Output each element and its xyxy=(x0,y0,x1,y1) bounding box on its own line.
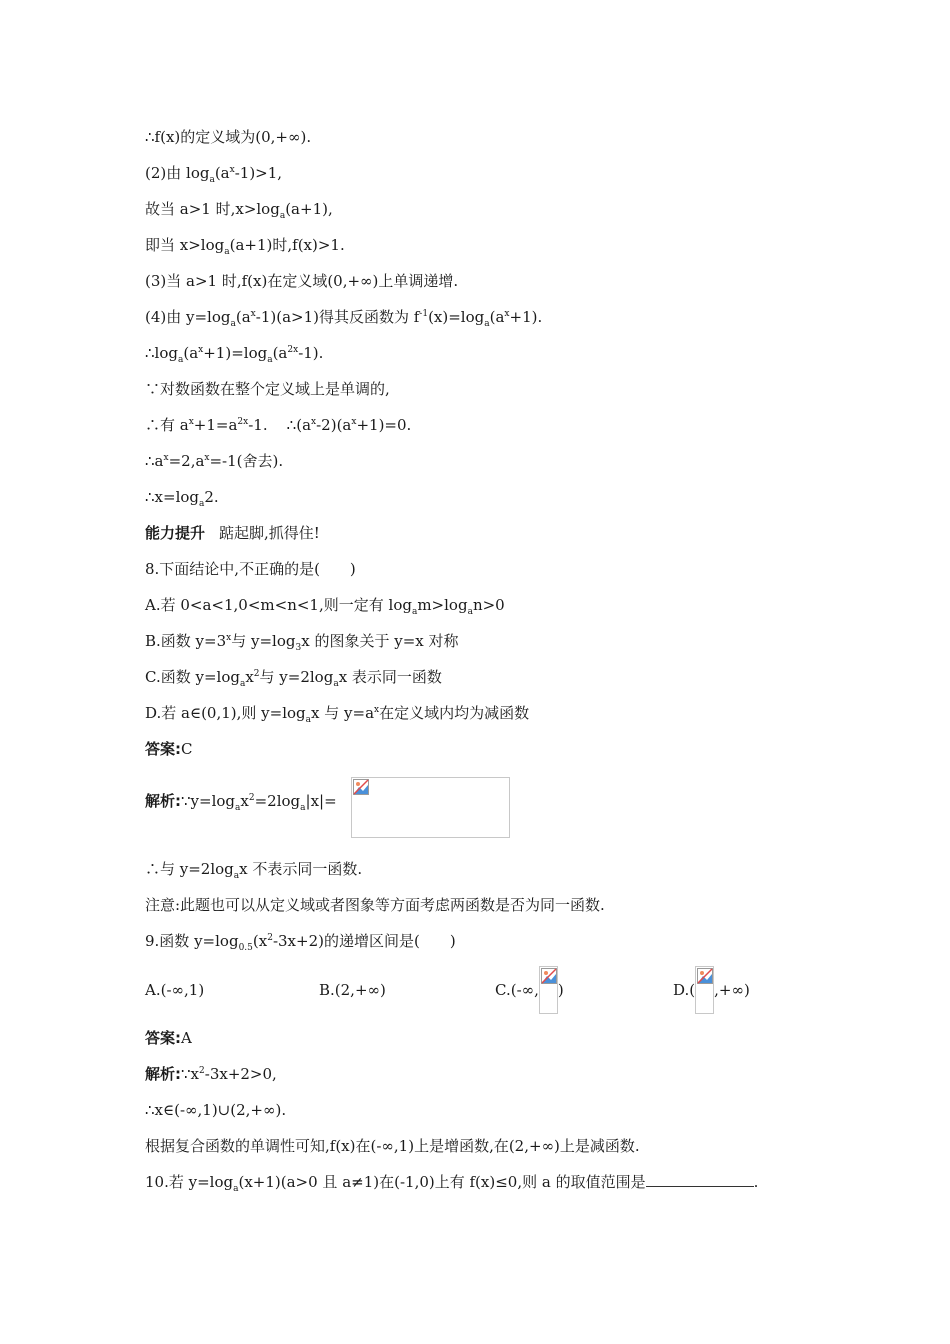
solution-line-5 xyxy=(145,271,458,291)
text-run: 与 y=2log xyxy=(259,668,334,686)
text-run: a xyxy=(305,715,312,725)
text-run: =2log xyxy=(254,792,301,810)
text-run: a xyxy=(209,175,215,185)
question-9-option-c xyxy=(495,980,564,1028)
text-run: m>log xyxy=(417,596,468,614)
explanation-9 xyxy=(145,1064,277,1084)
text-run: A.若 0<a<1,0<m<n<1,则一定有 log xyxy=(145,596,412,614)
solution-line-10 xyxy=(145,451,283,471)
text-run: x 不表示同一函数. xyxy=(239,860,363,878)
text-run: a xyxy=(224,247,230,257)
text-run: a xyxy=(333,679,339,689)
question-8 xyxy=(145,559,356,579)
text-run: ) xyxy=(557,981,564,999)
note-line xyxy=(145,895,605,915)
text-run: x xyxy=(204,453,210,463)
text-run: ∴x=log xyxy=(145,488,200,506)
explanation-9-line-2 xyxy=(145,1100,286,1120)
text-run: +1)=log xyxy=(203,344,268,362)
text-run: -1). xyxy=(298,344,324,362)
text-run: B.函数 y=3 xyxy=(145,632,227,650)
solution-line-6 xyxy=(145,307,542,327)
text-run: ∴x∈(-∞,1)∪(2,+∞). xyxy=(145,1101,287,1119)
question-9-option-a xyxy=(145,980,204,1000)
text-run: ∴有 a xyxy=(145,416,189,434)
text-run: x xyxy=(229,165,235,175)
text-run: (x xyxy=(252,932,268,950)
question-8-option-c xyxy=(145,667,442,687)
solution-line-9 xyxy=(145,415,411,435)
text-run: x xyxy=(226,633,232,643)
text-run: +1)=0. xyxy=(356,416,412,434)
text-run: x xyxy=(245,668,254,686)
text-run: 2. xyxy=(204,488,219,506)
question-9-option-d xyxy=(673,980,750,1028)
text-run: a xyxy=(199,499,205,509)
text-run: (2)由 log xyxy=(145,164,210,182)
text-run: (a+1)时,f(x)>1. xyxy=(229,236,345,254)
text-run: x 表示同一函数 xyxy=(338,668,442,686)
text-run: (x)=log xyxy=(428,308,485,326)
question-8-option-b xyxy=(145,631,459,651)
text-run: 0.5 xyxy=(238,943,253,953)
text-run: x xyxy=(240,792,249,810)
text-run: -1 xyxy=(419,309,429,319)
text-run: -2)(a xyxy=(316,416,352,434)
text-run: a xyxy=(300,803,306,813)
text-run: 9.函数 y=log xyxy=(145,932,239,950)
text-run: (a xyxy=(214,164,230,182)
text-run: x xyxy=(504,309,510,319)
missing-fraction-image-d xyxy=(695,966,714,1014)
text-run: =-1(舍去). xyxy=(209,452,284,470)
text-run: 8.下面结论中,不正确的是( ) xyxy=(145,560,356,578)
text-run: x xyxy=(374,705,380,715)
text-run: 10.若 y=log xyxy=(145,1173,234,1191)
question-9 xyxy=(145,931,456,951)
text-run: +1=a xyxy=(193,416,238,434)
answer-blank[interactable] xyxy=(646,1172,754,1187)
text-run: B.(2,+∞) xyxy=(319,981,386,999)
broken-image-icon xyxy=(697,968,713,984)
text-run: a xyxy=(467,607,473,617)
text-run: x xyxy=(198,345,204,355)
text-run: (a xyxy=(272,344,288,362)
text-run: a xyxy=(233,1184,239,1194)
text-run: -3x+2>0, xyxy=(204,1065,277,1083)
answer-value: C xyxy=(181,740,193,758)
solution-line-7 xyxy=(145,343,323,363)
text-run: ∵y=log xyxy=(181,792,236,810)
text-run: . xyxy=(753,1173,759,1191)
missing-fraction-image-c xyxy=(539,966,558,1014)
text-run: D.若 a∈(0,1),则 y=log xyxy=(145,704,306,722)
question-10 xyxy=(145,1172,758,1192)
text-run: +1). xyxy=(509,308,543,326)
text-run: a xyxy=(230,319,236,329)
section-heading xyxy=(145,523,320,543)
missing-formula-image xyxy=(351,777,510,838)
text-run: 故当 a>1 时,x>log xyxy=(145,200,280,218)
text-run: a xyxy=(411,607,418,617)
text-run: A.(-∞,1) xyxy=(145,981,205,999)
text-run: 3 xyxy=(295,643,302,653)
text-run: -1. ∴(a xyxy=(248,416,312,434)
text-run: (3)当 a>1 时,f(x)在定义域(0,+∞)上单调递增. xyxy=(145,272,459,290)
text-run: -3x+2)的递增区间是( ) xyxy=(272,932,456,950)
text-run: |x|= xyxy=(305,792,337,810)
text-run: ∴log xyxy=(145,344,178,362)
answer-label: 答案: xyxy=(145,1029,181,1047)
text-run: D.( xyxy=(673,981,696,999)
text-run: 在定义域内均为减函数 xyxy=(379,704,530,722)
explanation-label: 解析: xyxy=(145,1065,181,1083)
answer-label: 答案: xyxy=(145,740,181,758)
answer-9 xyxy=(145,1028,192,1048)
text-run: a xyxy=(267,355,273,365)
text-run: 2 xyxy=(248,793,255,803)
explanation-8 xyxy=(145,791,337,811)
text-run: x xyxy=(351,417,357,427)
broken-image-icon xyxy=(353,779,369,795)
section-subtitle: 踮起脚,抓得住! xyxy=(219,524,320,542)
text-run: C.(-∞, xyxy=(495,981,539,999)
solution-line-8 xyxy=(145,379,390,399)
solution-line-2 xyxy=(145,163,282,183)
text-run: 与 y=log xyxy=(231,632,296,650)
explanation-9-line-3 xyxy=(145,1136,640,1156)
text-run: ∴f(x)的定义域为(0,+∞). xyxy=(145,128,312,146)
solution-line-11 xyxy=(145,487,219,507)
broken-image-icon xyxy=(541,968,557,984)
text-run: x xyxy=(163,453,169,463)
text-run: a xyxy=(484,319,490,329)
text-run: ∴与 y=2log xyxy=(145,860,234,878)
text-run: 2 xyxy=(267,933,273,943)
explanation-8-line-2 xyxy=(145,859,362,879)
text-run: ∵对数函数在整个定义域上是单调的, xyxy=(145,380,390,398)
answer-value: A xyxy=(181,1029,192,1047)
text-run: 2x xyxy=(237,417,249,427)
text-run: ∴a xyxy=(145,452,164,470)
text-run: C.函数 y=log xyxy=(145,668,240,686)
text-run: a xyxy=(233,871,240,881)
text-run: x xyxy=(188,417,194,427)
text-run: a xyxy=(177,355,184,365)
text-run: (x+1)(a>0 且 a≠1)在(-1,0)上有 f(x)≤0,则 a 的取值范围是 xyxy=(238,1173,646,1191)
text-run: (4)由 y=log xyxy=(145,308,231,326)
text-run: (a+1), xyxy=(285,200,333,218)
text-run: 2 xyxy=(253,669,260,679)
text-run: n>0 xyxy=(472,596,505,614)
question-8-option-d xyxy=(145,703,529,723)
text-run: -1)(a>1)得其反函数为 f xyxy=(255,308,420,326)
explanation-label: 解析: xyxy=(145,792,181,810)
text-run: x 的图象关于 y=x 对称 xyxy=(301,632,459,650)
text-run: ,+∞) xyxy=(714,981,750,999)
text-run: -1)>1, xyxy=(234,164,283,182)
text-run: 即当 x>log xyxy=(145,236,225,254)
section-title: 能力提升 xyxy=(145,524,206,542)
answer-8 xyxy=(145,739,192,759)
text-run: a xyxy=(279,211,286,221)
solution-line-domain xyxy=(145,127,311,147)
text-run: =2,a xyxy=(168,452,205,470)
text-run: x xyxy=(311,417,317,427)
text-run: (a xyxy=(235,308,251,326)
text-run: 2 xyxy=(199,1066,205,1076)
solution-line-4 xyxy=(145,235,345,255)
question-8-option-a xyxy=(145,595,505,615)
solution-line-3 xyxy=(145,199,333,219)
text-run: (a xyxy=(489,308,505,326)
text-run: (a xyxy=(183,344,199,362)
question-9-option-b xyxy=(319,980,386,1000)
text-run: x xyxy=(250,309,256,319)
text-run: 2x xyxy=(287,345,299,355)
text-run: a xyxy=(235,803,241,813)
text-run: ∵x xyxy=(181,1065,200,1083)
text-run: a xyxy=(239,679,246,689)
text-run: x 与 y=a xyxy=(311,704,375,722)
text-run: 注意:此题也可以从定义域或者图象等方面考虑两函数是否为同一函数. xyxy=(145,896,605,914)
text-run: 根据复合函数的单调性可知,f(x)在(-∞,1)上是增函数,在(2,+∞)上是减函数. xyxy=(145,1137,640,1155)
